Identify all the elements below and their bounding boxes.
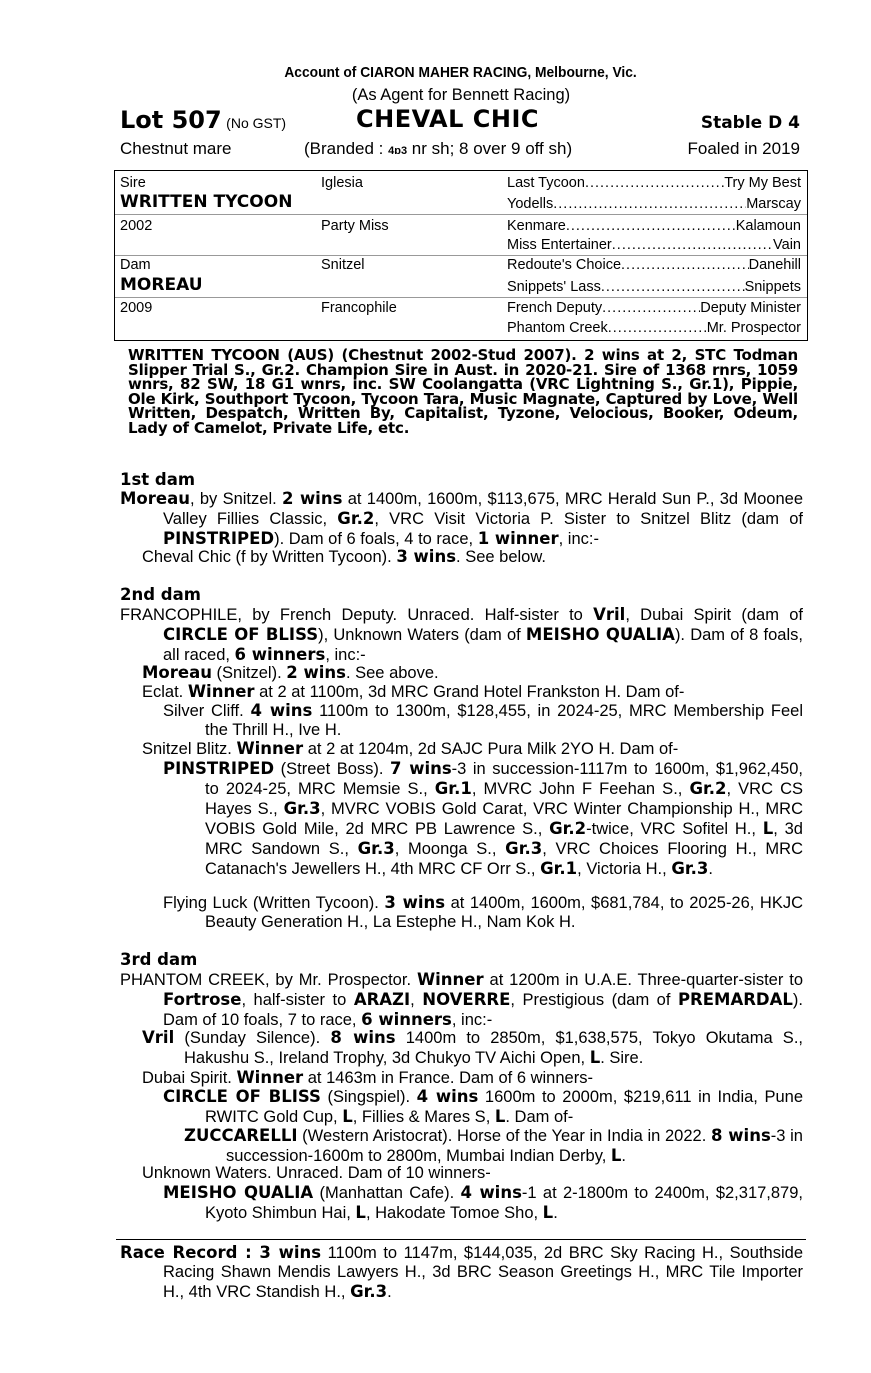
- grandfoal-entry: Silver Cliff. 4 wins 1100m to 1300m, $128,455, in 2024-25, MRC Membership Feel the Thrill H., Ive H.: [163, 701, 803, 739]
- gen3-row: [507, 195, 801, 213]
- gen3-left: Kenmare: [507, 218, 566, 234]
- brand-post: nr sh; 8 over 9 off sh): [407, 139, 573, 158]
- gen3-right: Vain: [773, 237, 801, 253]
- sire-year: 2002: [120, 218, 153, 234]
- grandfoal-entry: Flying Luck (Written Tycoon). 3 wins at 1400m, 1600m, $681,784, to 2025-26, HKJC Beauty Generation H., La Estephe H., Nam Kok H.: [163, 893, 803, 931]
- dot-leader: [585, 174, 724, 192]
- dam-year: 2009: [120, 300, 153, 316]
- dot-leader: [553, 195, 746, 213]
- great-grandfoal-entry: ZUCCARELLI (Western Aristocrat). Horse of the Year in India in 2022. 8 wins-3 in succession-1600m to 2800m, Mumbai Indian Derby, L.: [184, 1126, 803, 1165]
- gen3-left: French Deputy: [507, 300, 603, 316]
- granddam-maternal: Francophile: [321, 300, 397, 316]
- third-dam-heading: 3rd dam: [120, 950, 198, 969]
- first-dam-heading: 1st dam: [120, 470, 196, 489]
- foal-entry: Dubai Spirit. Winner at 1463m in France. Dam of 6 winners-: [142, 1068, 593, 1087]
- gen3-left: Redoute's Choice: [507, 257, 622, 273]
- foal-entry: Moreau (Snitzel). 2 wins. See above.: [142, 663, 439, 682]
- foal-entry: Unknown Waters. Unraced. Dam of 10 winners-: [142, 1164, 491, 1182]
- gen3-right: Snippets: [744, 279, 801, 295]
- dot-leader: [601, 278, 745, 296]
- foal-entry: Eclat. Winner at 2 at 1100m, 3d MRC Grand Hotel Frankston H. Dam of-: [142, 682, 685, 701]
- gen3-row: [507, 299, 801, 317]
- gen3-right: Mr. Prospector: [706, 320, 801, 336]
- account-text: Account of CIARON MAHER RACING, Melbourne, Vic.: [284, 64, 638, 81]
- sire-name: WRITTEN TYCOON: [120, 192, 293, 212]
- gen3-row: [507, 174, 801, 192]
- gen3-right: Deputy Minister: [700, 300, 801, 316]
- third-dam-paragraph: PHANTOM CREEK, by Mr. Prospector. Winner at 1200m in U.A.E. Three-quarter-sister to Fortrose, half-sister to ARAZI, NOVERRE, Prestigious (dam of PREMARDAL). Dam of 10 foals, 7 to race, 6 winners, inc:-: [120, 970, 804, 1029]
- horse-name: CHEVAL CHIC: [356, 105, 540, 133]
- gen3-right: Marscay: [746, 196, 801, 212]
- brand-info: [304, 139, 572, 161]
- grandsire-paternal: Iglesia: [321, 175, 363, 191]
- grandsire-maternal: Snitzel: [321, 257, 365, 273]
- stable-location: Stable D 4: [700, 113, 800, 133]
- brand-mark-2: ɒ3: [394, 145, 408, 157]
- grandfoal-entry: PINSTRIPED (Street Boss). 7 wins-3 in succession-1117m to 1600m, $1,962,450, to 2024-25, MRC Memsie S., Gr.1, MVRC John F Feehan S., Gr.2, VRC CS Hayes S., Gr.3, MVRC VOBIS Gold Carat, VRC Winter Championship H., MRC VOBIS Gold Mile, 2d MRC PB Lawrence S., Gr.2-twice, VRC Sofitel H., L, 3d MRC Sandown S., Gr.3, Moonga S., Gr.3, VRC Choices Flooring H., MRC Catanach's Jewellers H., 4th MRC CF Orr S., Gr.1, Victoria H., Gr.3.: [163, 759, 804, 878]
- agent-line: (As Agent for Bennett Racing): [351, 86, 571, 104]
- foal-entry: Vril (Sunday Silence). 8 wins 1400m to 2850m, $1,638,575, Tokyo Okutama S., Hakushu S., Ireland Trophy, 3d Chukyo TV Aichi Open, L. Sire.: [142, 1028, 803, 1067]
- gen3-left: Phantom Creek: [507, 320, 608, 336]
- dot-leader: [602, 299, 700, 317]
- gen3-row: [507, 236, 801, 254]
- pedigree-table: [114, 170, 808, 341]
- dot-leader: [608, 319, 707, 337]
- dot-leader: [612, 236, 773, 254]
- sex-colour: Chestnut mare: [120, 139, 232, 158]
- gen3-row: [507, 319, 801, 337]
- brand-mark: 4: [388, 145, 395, 157]
- dot-leader: [621, 256, 749, 274]
- dot-leader: [566, 217, 736, 235]
- divider: [115, 214, 807, 215]
- gen3-row: [507, 278, 801, 296]
- gen3-right: Try My Best: [724, 175, 801, 191]
- foaled-year: Foaled in 2019: [687, 139, 800, 158]
- grandfoal-entry: MEISHO QUALIA (Manhattan Cafe). 4 wins-1 at 2-1800m to 2400m, $2,317,879, Kyoto Shimbun Hai, L, Hakodate Tomoe Sho, L.: [163, 1183, 803, 1222]
- divider: [115, 297, 807, 298]
- dam-name: Moreau: [120, 489, 190, 508]
- gen3-right: Kalamoun: [735, 218, 801, 234]
- gen3-row: [507, 256, 801, 274]
- lot-number: Lot 507: [120, 106, 222, 134]
- second-dam-paragraph: FRANCOPHILE, by French Deputy. Unraced. Half-sister to Vril, Dubai Spirit (dam of CIRCLE OF BLISS), Unknown Waters (dam of MEISHO QUALIA). Dam of 8 foals, all raced, 6 winners, inc:-: [120, 605, 803, 664]
- foal-entry: Snitzel Blitz. Winner at 2 at 1204m, 2d SAJC Pura Milk 2YO H. Dam of-: [142, 739, 679, 758]
- gst-note: (No GST): [226, 115, 287, 131]
- section-divider: [116, 1239, 806, 1240]
- first-dam-paragraph: Moreau, by Snitzel. 2 wins at 1400m, 1600m, $113,675, MRC Herald Sun P., 3d Moonee Valley Fillies Classic, Gr.2, VRC Visit Victoria P. Sister to Snitzel Blitz (dam of PINSTRIPED). Dam of 6 foals, 4 to race, 1 winner, inc:-: [120, 489, 804, 548]
- grandfoal-entry: CIRCLE OF BLISS (Singspiel). 4 wins 1600m to 2000m, $219,611 in India, Pune RWITC Gold Cup, L, Fillies & Mares S, L. Dam of-: [163, 1087, 804, 1126]
- lot-label: [120, 106, 286, 134]
- brand-pre: (Branded :: [304, 139, 389, 158]
- granddam-paternal: Party Miss: [321, 218, 389, 234]
- foal-entry: Cheval Chic (f by Written Tycoon). 3 wins. See below.: [142, 547, 546, 566]
- dam-name: MOREAU: [120, 275, 203, 295]
- gen3-row: [507, 217, 801, 235]
- race-record-label: Race Record : 3 wins: [120, 1243, 322, 1262]
- dam-label: Dam: [120, 257, 151, 273]
- second-dam-heading: 2nd dam: [120, 585, 201, 604]
- race-record: Race Record : 3 wins 1100m to 1147m, $144,035, 2d BRC Sky Racing H., Southside Racing Shawn Mendis Lawyers H., 3d BRC Season Greetings H., MRC Tile Importer H., 4th VRC Standish H., Gr.3.: [120, 1243, 803, 1301]
- gen3-left: Last Tycoon: [507, 175, 585, 191]
- gen3-right: Danehill: [748, 257, 801, 273]
- sire-label: Sire: [120, 175, 146, 191]
- sire-summary: WRITTEN TYCOON (AUS) (Chestnut 2002-Stud 2007). 2 wins at 2, STC Todman Slipper Trial S., Gr.2. Champion Sire in Aust. in 2020-21. Sire of 1368 rnrs, 1059 wnrs, 82 SW, 18 G1 wnrs, inc. SW Coolangatta (VRC Lightning S., Gr.1), Pippie, Ole Kirk, Southport Tycoon, Tycoon Tara, Music Magnate, Captured by Love, Well Written, Despatch, Written By, Capitalist, Tyzone, Velocious, Booker, Odeum, Lady of Camelot, Private Life, etc.: [128, 346, 798, 437]
- gen3-left: Snippets' Lass: [507, 279, 601, 295]
- gen3-left: Yodells: [507, 196, 554, 212]
- gen3-left: Miss Entertainer: [507, 237, 612, 253]
- account-line: [0, 64, 871, 82]
